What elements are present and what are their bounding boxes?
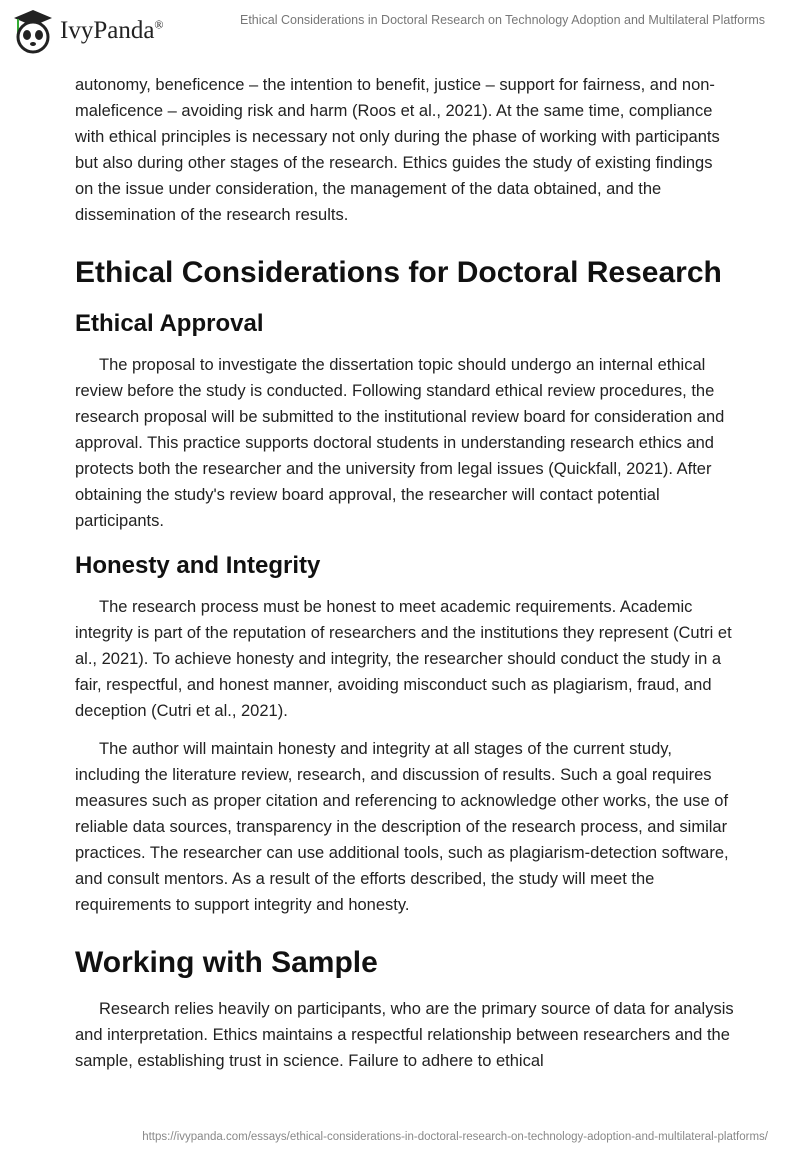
section-heading: Working with Sample — [75, 946, 378, 979]
logo-text: IvyPanda — [60, 17, 155, 44]
document-title: Ethical Considerations in Doctoral Research on Technology Adoption and Multilateral Platforms — [240, 13, 766, 27]
subsection-heading: Honesty and Integrity — [75, 552, 321, 579]
header — [0, 0, 800, 60]
essay-content — [75, 72, 735, 1086]
source-url[interactable]: https://ivypanda.com/essays/ethical-considerations-in-doctoral-research-on-technology-adoption-and-multilateral-platforms/ — [142, 1131, 768, 1143]
paragraph: The research process must be honest to meet academic requirements. Academic integrity is part of the reputation of researchers and the institutions they represent (Cutri et al., 2021). To achieve honesty and integrity, the researcher should conduct the study in a fair, respectful, and honest manner, avoiding misconduct such as plagiarism, fraud, and deception (Cutri et al., 2021). — [75, 598, 732, 720]
subsection-heading: Ethical Approval — [75, 310, 264, 337]
section-heading: Ethical Considerations for Doctoral Research — [75, 256, 722, 289]
paragraph: The proposal to investigate the dissertation topic should undergo an internal ethical review before the study is conducted. Following standard ethical review procedures, the research proposal will be submitted to the institutional review board for consideration and approval. This practice supports doctoral students in understanding research ethics and protects both the researcher and the university from legal issues (Quickfall, 2021). After obtaining the study's review board approval, the researcher will contact potential participants. — [75, 356, 725, 530]
logo[interactable] — [12, 8, 164, 54]
paragraph: Research relies heavily on participants, who are the primary source of data for analysis and interpretation. Ethics maintains a respectful relationship between researchers and the sample, establishing trust in science. Failure to adhere to ethical — [75, 1000, 734, 1070]
panda-logo-icon — [12, 8, 54, 54]
paragraph: autonomy, beneficence – the intention to benefit, justice – support for fairness, and non-maleficence – avoiding risk and harm (Roos et al., 2021). At the same time, compliance with ethical principles is necessary not only during the phase of working with participants but also during other stages of the research. Ethics guides the study of existing findings on the issue under consideration, the management of the data obtained, and the dissemination of the research results. — [75, 76, 720, 224]
registered-mark: ® — [154, 17, 164, 32]
paragraph: The author will maintain honesty and integrity at all stages of the current study, including the literature review, research, and discussion of results. Such a goal requires measures such as proper citation and referencing to acknowledge other works, the use of reliable data sources, transparency in the description of the research process, and similar practices. The researcher can use additional tools, such as plagiarism-detection software, and consult mentors. As a result of the efforts described, the study will meet the requirements to support integrity and honesty. — [75, 740, 729, 914]
